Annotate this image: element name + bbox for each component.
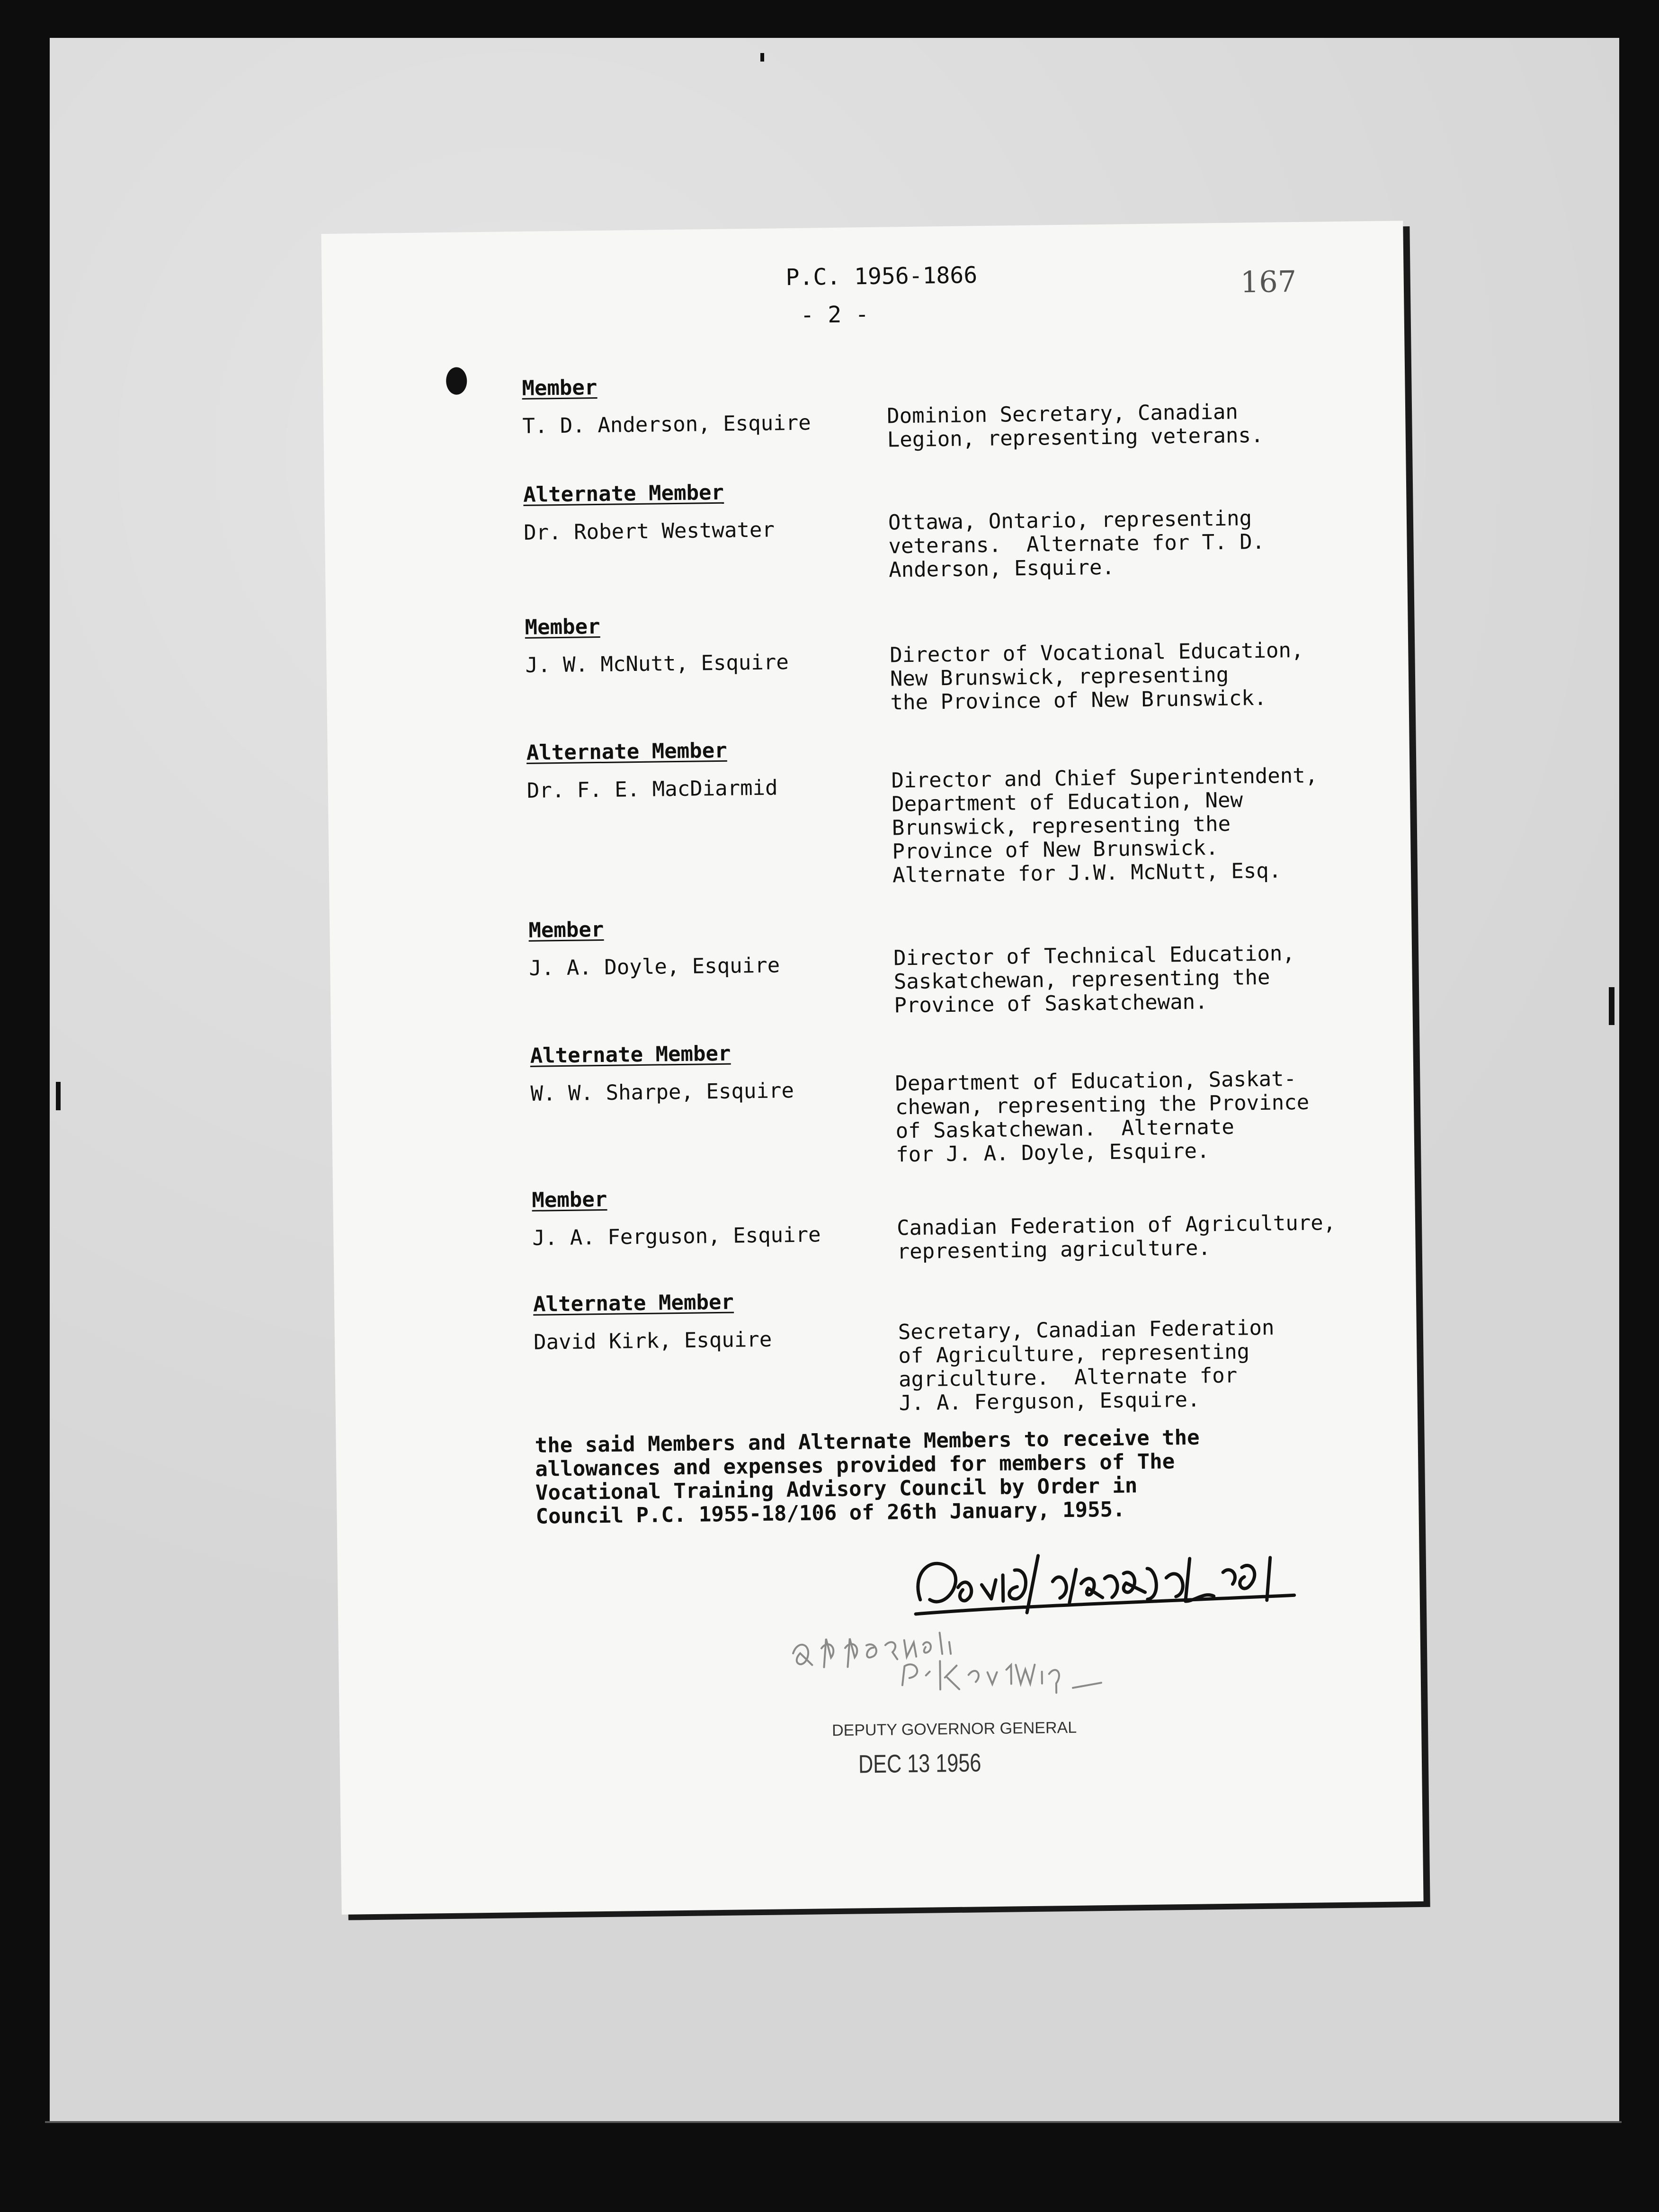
entry-description: Ottawa, Ontario, representing veterans. Alternate for T. D. Anderson, Esquire. [888, 506, 1265, 582]
order-number: P.C. 1956-1866 [785, 262, 978, 291]
entry-name: Dr. Robert Westwater [523, 517, 775, 545]
closing-paragraph: the said Members and Alternate Members to receive the allowances and expenses provided for members of The Vocational Training Advisory Council by Order in Council P.C. 1955-18/106 of 26th January, 1955. [535, 1425, 1200, 1529]
document-page [321, 221, 1423, 1915]
scan-mark-right [1609, 987, 1614, 1025]
entry-role-label: Member [525, 614, 600, 640]
entry-role-label: Alternate Member [523, 480, 724, 507]
entry-name: J. A. Doyle, Esquire [529, 953, 780, 981]
page-marker: - 2 - [800, 301, 869, 329]
entry-name: J. W. McNutt, Esquire [525, 650, 789, 678]
entry-description: Secretary, Canadian Federation of Agriculture, representing agriculture. Alternate for J. A. Ferguson, Esquire. [898, 1315, 1275, 1416]
entry-role-label: Alternate Member [533, 1290, 734, 1317]
entry-description: Director of Technical Education, Saskatchewan, representing the Province of Saskatchewan. [893, 941, 1295, 1018]
pencil-annotation [783, 1616, 1144, 1720]
entry-description: Director of Vocational Education, New Brunswick, representing the Province of New Brunswick. [890, 638, 1304, 715]
entry-role-label: Alternate Member [530, 1041, 731, 1068]
punch-hole [446, 367, 467, 395]
entry-role-label: Member [532, 1187, 607, 1213]
entry-role-label: Alternate Member [526, 738, 727, 765]
entry-role-label: Member [522, 375, 598, 401]
entry-role-label: Member [528, 917, 604, 943]
entry-description: Department of Education, Saskat- chewan, representing the Province of Saskatchewan. Alternate for J. A. Doyle, Esquire. [895, 1067, 1310, 1167]
entry-description: Dominion Secretary, Canadian Legion, representing veterans. [886, 400, 1264, 452]
entry-description: Director and Chief Superintendent, Department of Education, New Brunswick, representing the Province of New Brunswick. Alternate for J.W. McNutt, Esq. [891, 763, 1318, 888]
stamp-title: DEPUTY GOVERNOR GENERAL [831, 1718, 1077, 1740]
entry-name: W. W. Sharpe, Esquire [530, 1079, 794, 1106]
folio-number: 167 [1240, 264, 1297, 300]
signature [901, 1538, 1309, 1623]
stamp-date: DEC 13 1956 [858, 1748, 981, 1779]
entry-name: David Kirk, Esquire [533, 1327, 772, 1355]
entry-name: T. D. Anderson, Esquire [522, 410, 811, 438]
scan-mark-left [56, 1082, 61, 1110]
entry-name: Dr. F. E. MacDiarmid [526, 776, 778, 803]
entry-name: J. A. Ferguson, Esquire [532, 1222, 821, 1250]
scan-bottom-edge [45, 2121, 1622, 2123]
scan-mark-top [760, 53, 764, 62]
entry-description: Canadian Federation of Agriculture, representing agriculture. [896, 1211, 1336, 1264]
